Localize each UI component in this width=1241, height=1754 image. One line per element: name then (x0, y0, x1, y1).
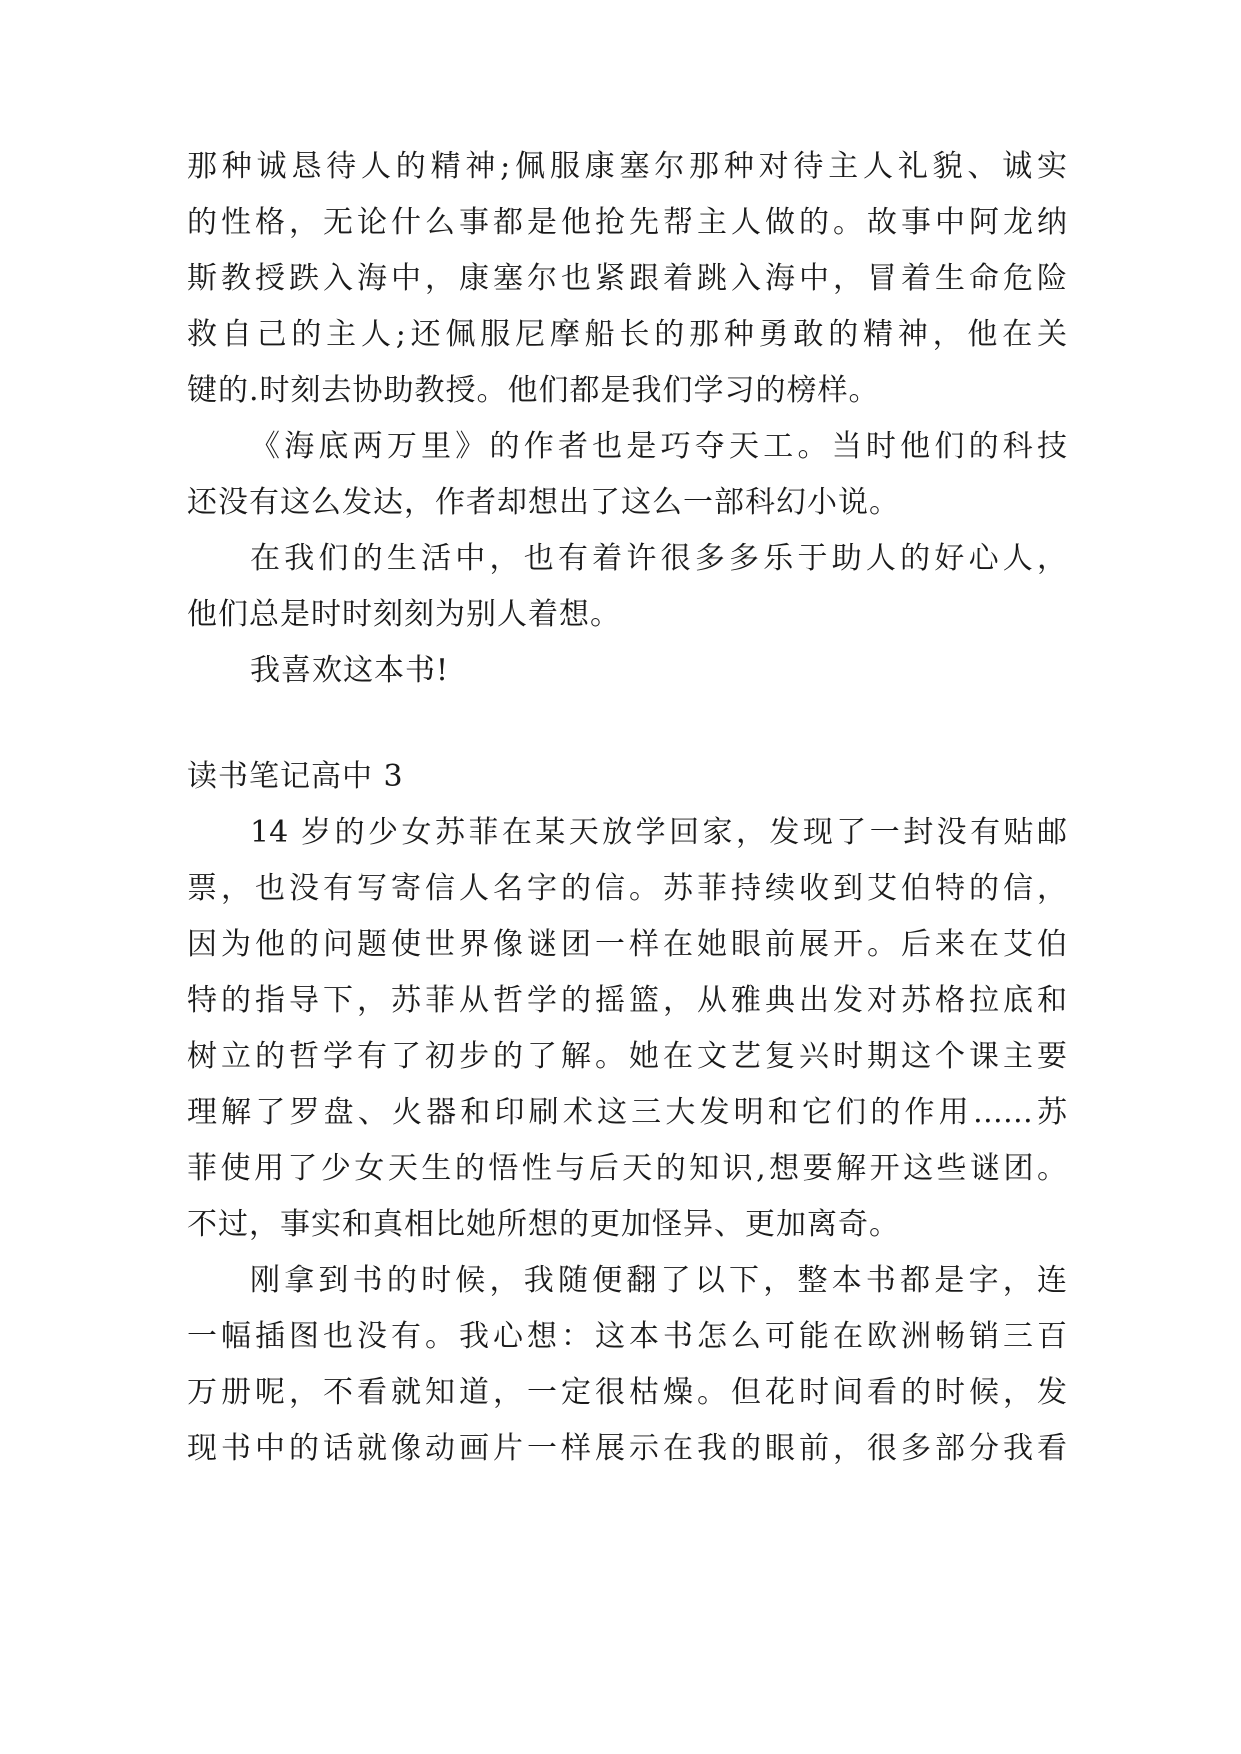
paragraph-line: 票，也没有写寄信人名字的信。苏菲持续收到艾伯特的信， (187, 871, 1067, 906)
paragraph-line: 理解了罗盘、火器和印刷术这三大发明和它们的作用……苏 (187, 1095, 1067, 1130)
paragraph-line: 那种诚恳待人的精神;佩服康塞尔那种对待主人礼貌、诚实 (187, 149, 1067, 184)
paragraph-line: 因为他的问题使世界像谜团一样在她眼前展开。后来在艾伯 (187, 927, 1067, 962)
paragraph-line: 我喜欢这本书! (250, 653, 450, 688)
paragraph-line: 万册呢，不看就知道，一定很枯燥。但花时间看的时候，发 (187, 1375, 1067, 1410)
paragraph-line: 树立的哲学有了初步的了解。她在文艺复兴时期这个课主要 (187, 1039, 1067, 1074)
paragraph-line: 在我们的生活中，也有着许很多多乐于助人的好心人， (250, 541, 1067, 576)
paragraph-line: 菲使用了少女天生的悟性与后天的知识,想要解开这些谜团。 (187, 1151, 1067, 1186)
paragraph-line: 还没有这么发达，作者却想出了这么一部科幻小说。 (187, 485, 900, 520)
paragraph-line: 14 岁的少女苏菲在某天放学回家，发现了一封没有贴邮 (250, 815, 1067, 850)
paragraph-line: 特的指导下，苏菲从哲学的摇篮，从雅典出发对苏格拉底和 (187, 983, 1067, 1018)
paragraph-line: 《海底两万里》的作者也是巧夺天工。当时他们的科技 (250, 429, 1067, 464)
paragraph-line: 不过，事实和真相比她所想的更加怪异、更加离奇。 (187, 1207, 900, 1242)
paragraph-line: 救自己的主人;还佩服尼摩船长的那种勇敢的精神，他在关 (187, 317, 1067, 352)
paragraph-line: 现书中的话就像动画片一样展示在我的眼前，很多部分我看 (187, 1431, 1067, 1466)
section-heading: 读书笔记高中 3 (187, 759, 404, 794)
paragraph-line: 一幅插图也没有。我心想：这本书怎么可能在欧洲畅销三百 (187, 1319, 1067, 1354)
paragraph-line: 他们总是时时刻刻为别人着想。 (187, 597, 621, 632)
paragraph-line: 键的.时刻去协助教授。他们都是我们学习的榜样。 (187, 373, 880, 408)
paragraph-line: 刚拿到书的时候，我随便翻了以下，整本书都是字，连 (250, 1263, 1067, 1298)
paragraph-line: 的性格，无论什么事都是他抢先帮主人做的。故事中阿龙纳 (187, 205, 1067, 240)
paragraph-line: 斯教授跌入海中，康塞尔也紧跟着跳入海中，冒着生命危险 (187, 261, 1067, 296)
